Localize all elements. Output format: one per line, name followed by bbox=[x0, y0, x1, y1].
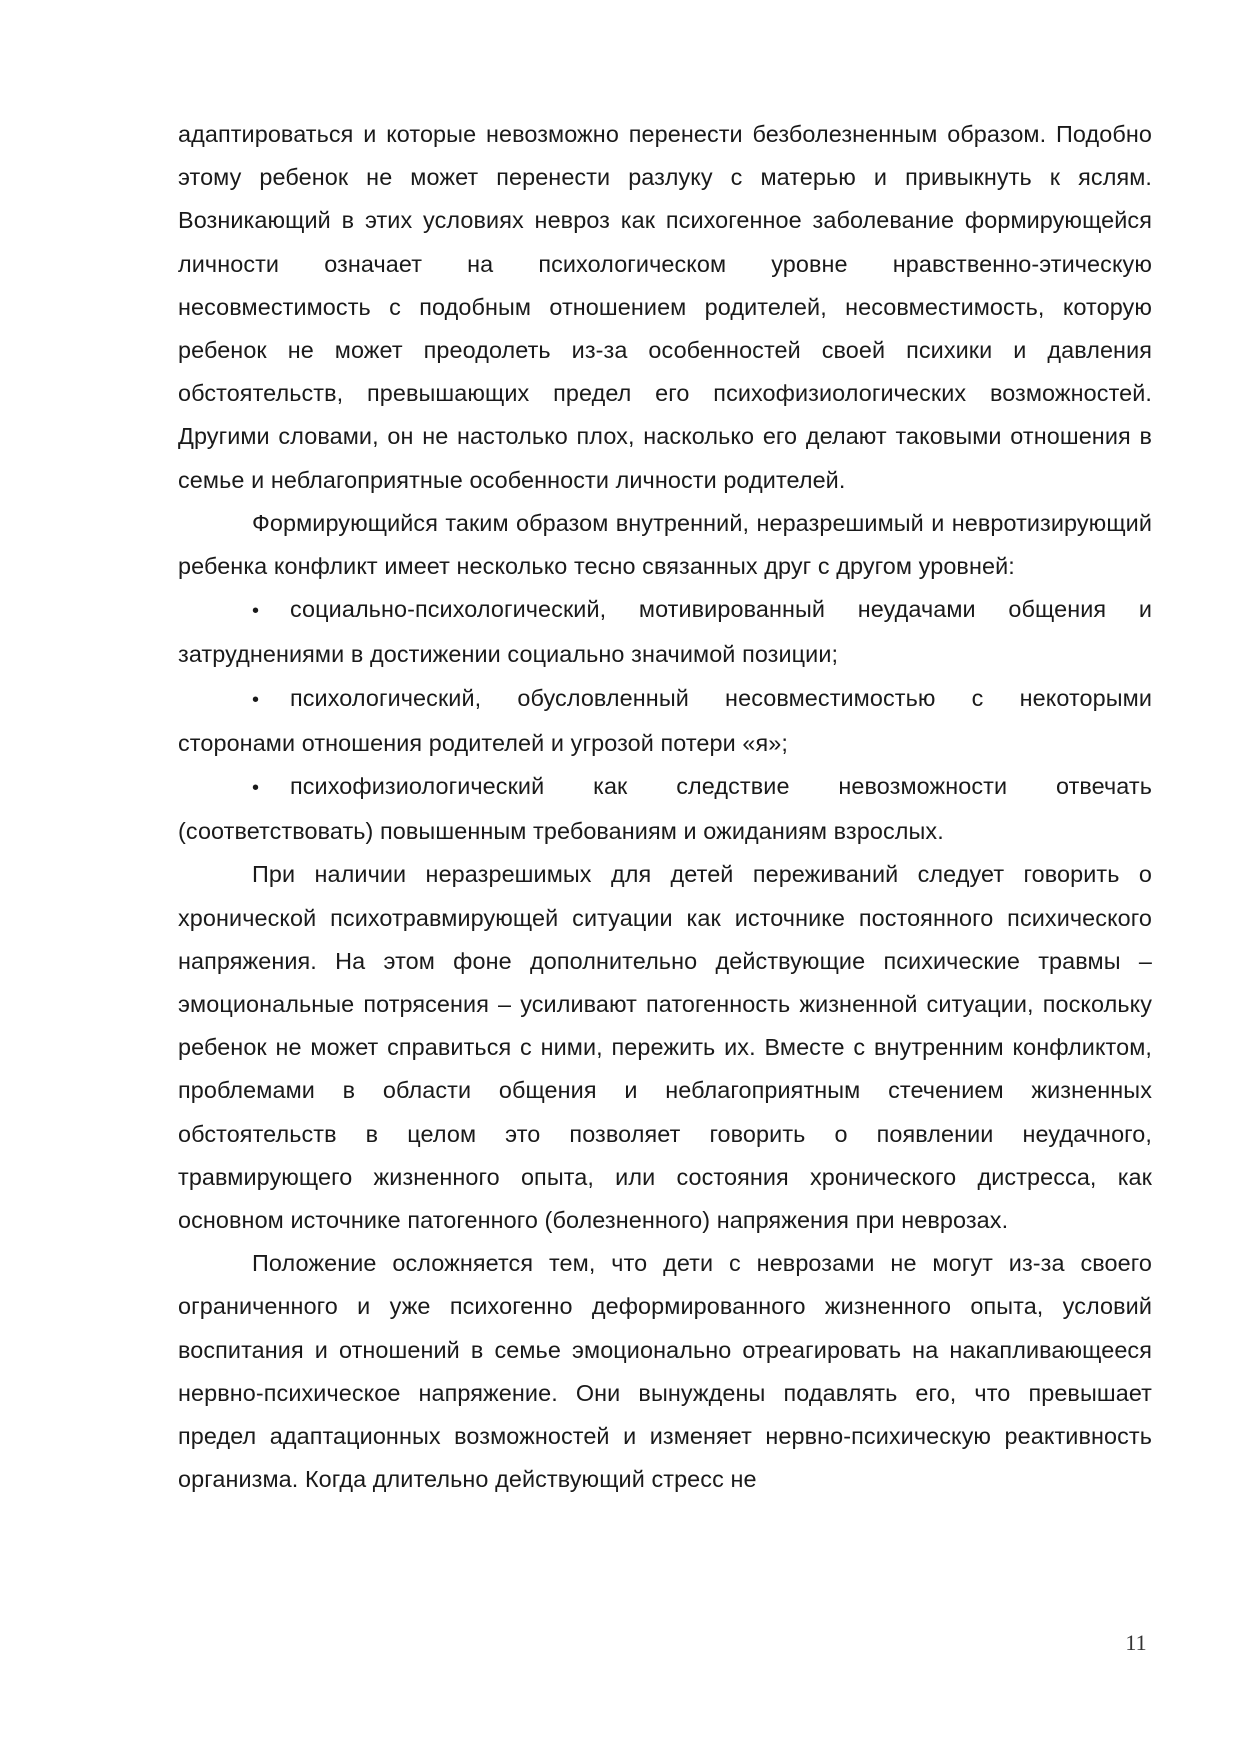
paragraph-continuation: адаптироваться и которые невозможно перенести безболезненным образом. Подобно этому ребенок не может перенести разлуку с матерью и привыкнуть к яслям. Возникающий в этих условиях невроз как психогенное заболевание формирующейся личности означает на психологическом уровне нравственно-этическую несовместимость с подобным отношением родителей, несовместимость, которую ребенок не может преодолеть из-за особенностей своей психики и давления обстоятельств, превышающих предел его психофизиологических возможностей. Другими словами, он не настолько плох, насколько его делают таковыми отношения в семье и неблагоприятные особенности личности родителей. bbox=[178, 121, 1152, 493]
list-item-text: психологический, обусловленный несовместимостью с некоторыми сторонами отношения родителей и угрозой потери «я»; bbox=[178, 684, 1152, 756]
paragraph-conflict-levels: Формирующийся таким образом внутренний, неразрешимый и невротизирующий ребенка конфликт имеет несколько тесно связанных друг с другом уровней: bbox=[178, 509, 1152, 580]
bullet-icon: • bbox=[252, 600, 260, 623]
list-item-social bbox=[178, 588, 1152, 676]
paragraph-chronic-situation: При наличии неразрешимых для детей переживаний следует говорить о хронической психотравмирующей ситуации как источнике постоянного психического напряжения. На этом фоне дополнительно действующие психические травмы – эмоциональные потрясения – усиливают патогенность жизненной ситуации, поскольку ребенок не может справиться с ними, пережить их. Вместе с внутренним конфликтом, проблемами в области общения и неблагоприятным стечением жизненных обстоятельств в целом это позволяет говорить о появлении неудачного, травмирующего жизненного опыта, или состояния хронического дистресса, как основном источнике патогенного (болезненного) напряжения при неврозах. bbox=[178, 861, 1152, 1234]
page-number: 11 bbox=[1125, 1630, 1147, 1655]
paragraph-complication: Положение осложняется тем, что дети с неврозами не могут из-за своего ограниченного и уже психогенно деформированного жизненного опыта, условий воспитания и отношений в семье эмоционально отреагировать на накапливающееся нервно-психическое напряжение. Они вынуждены подавлять его, что превышает предел адаптационных возможностей и изменяет нервно-психическую реактивность организма. Когда длительно действующий стресс не bbox=[178, 1250, 1152, 1493]
bullet-icon: • bbox=[252, 688, 260, 711]
list-item-text: социально-психологический, мотивированный неудачами общения и затруднениями в достижении социально значимой позиции; bbox=[178, 596, 1152, 668]
list-item-psychological bbox=[178, 677, 1152, 765]
document-body bbox=[178, 113, 1152, 1502]
bullet-icon: • bbox=[252, 777, 260, 800]
list-item-psychophysiological bbox=[178, 765, 1152, 853]
list-item-text: психофизиологический как следствие невозможности отвечать (соответствовать) повышенным требованиям и ожиданиям взрослых. bbox=[178, 773, 1152, 845]
